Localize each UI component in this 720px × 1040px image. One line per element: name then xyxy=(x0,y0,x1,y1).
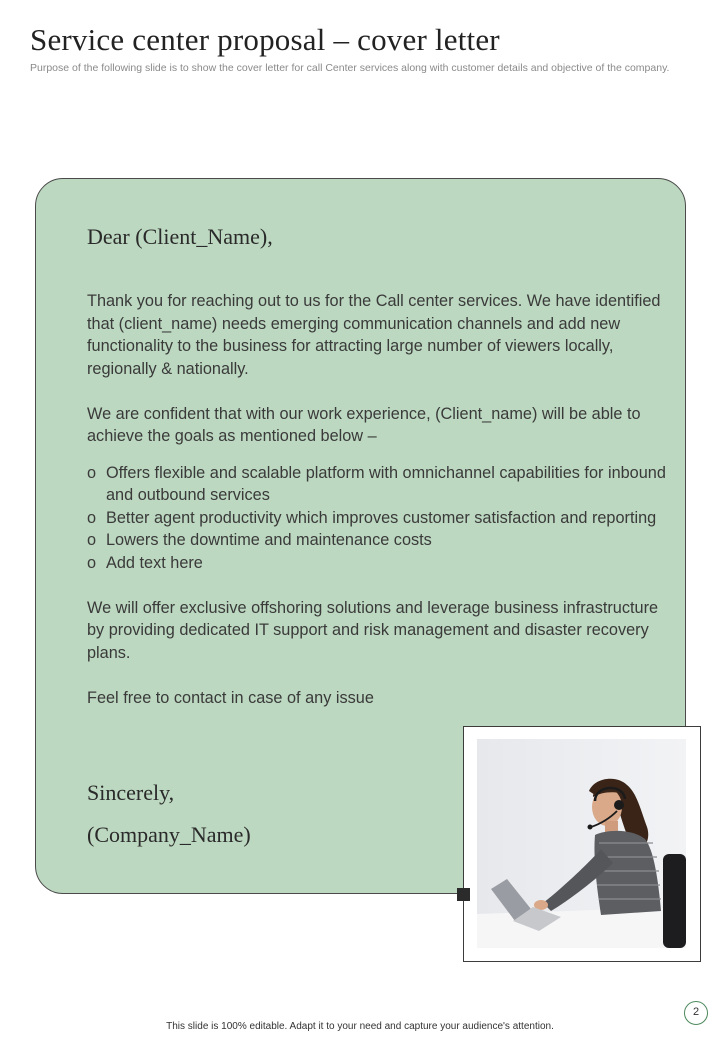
list-item xyxy=(87,529,672,552)
footer-note: This slide is 100% editable. Adapt it to your need and capture your audience's attention. xyxy=(166,1021,554,1032)
letter-paragraph: Feel free to contact in case of any issue xyxy=(87,688,374,707)
list-item xyxy=(87,552,672,575)
bullet-marker: o xyxy=(87,553,97,572)
bullet-marker: o xyxy=(87,508,97,527)
bullet-marker: o xyxy=(87,531,97,549)
list-item-text: Better agent productivity which improves customer satisfaction and reporting xyxy=(106,508,657,527)
page-subtitle: Purpose of the following slide is to show the cover letter for call Center services along with customer details and objective of the company. xyxy=(30,62,670,74)
letter-body xyxy=(87,290,672,732)
letter-closing: Sincerely, xyxy=(87,780,175,805)
list-item xyxy=(87,507,672,530)
list-item-text: Lowers the downtime and maintenance costs xyxy=(106,531,432,549)
goals-list xyxy=(87,462,672,575)
call-center-agent-photo xyxy=(477,739,686,948)
bullet-marker: o xyxy=(87,463,97,482)
call-center-agent-icon xyxy=(477,739,686,948)
letter-paragraph: We are confident that with our work experience, (Client_name) will be able to achieve the goals as mentioned below – xyxy=(87,404,641,445)
letter-company-name: (Company_Name) xyxy=(87,822,251,847)
page-number-badge: 2 xyxy=(684,1001,708,1025)
list-item xyxy=(87,462,672,507)
letter-paragraph: Thank you for reaching out to us for the Call center services. We have identified that (client_name) needs emerging communication channels and add new functionality to the business for attracting large number of viewers locally, regionally & nationally. xyxy=(87,292,661,378)
list-item-text: Add text here xyxy=(106,553,203,572)
letter-paragraph: We will offer exclusive offshoring solutions and leverage business infrastructure by providing dedicated IT support and risk management and disaster recovery plans. xyxy=(87,598,659,662)
page-title: Service center proposal – cover letter xyxy=(30,22,500,57)
letter-salutation: Dear (Client_Name), xyxy=(87,224,273,249)
list-item-text: Offers flexible and scalable platform with omnichannel capabilities for inbound and outbound services xyxy=(106,463,666,504)
decorative-square xyxy=(457,888,470,901)
